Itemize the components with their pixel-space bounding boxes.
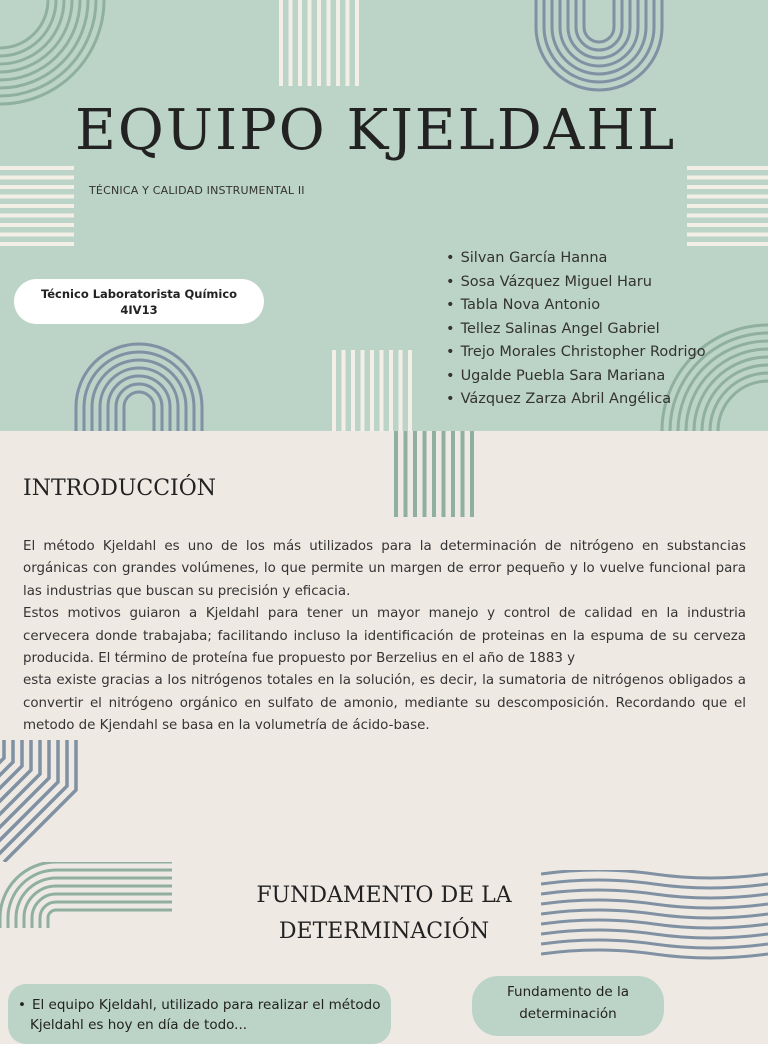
- intro-paragraph: esta existe gracias a los nitrógenos totales en la solución, es decir, la sumatoria de nitrógenos obligados a convertir el nitrógeno orgánico en sulfato de amonio, mediante su descomposición. Recordando que el metodo de Kjendahl se basa en la volumetría de ácido-base.: [23, 673, 746, 734]
- arc-decoration: [0, 862, 172, 928]
- heading-line: FUNDAMENTO DE LA: [256, 883, 512, 908]
- intro-heading: INTRODUCCIÓN: [23, 476, 217, 501]
- stripes-decoration: [0, 166, 74, 248]
- fundamento-tag: [472, 976, 664, 1036]
- page-title: EQUIPO KJELDAHL: [75, 98, 677, 163]
- wave-decoration: [541, 870, 768, 960]
- stripes-decoration: [332, 350, 414, 431]
- subtitle: TÉCNICA Y CALIDAD INSTRUMENTAL II: [89, 184, 305, 197]
- intro-paragraph: Estos motivos guiaron a Kjeldahl para tener un mayor manejo y control de calidad en la industria cervecera donde trabajaba; facilitando incluso la identificación de proteinas en la espuma de su cerveza producida. El término de proteína fue propuesto por Berzelius en el año de 1883 y: [23, 606, 746, 667]
- school-label: [14, 279, 264, 324]
- arc-decoration: [0, 0, 110, 110]
- group-code: 4IV13: [120, 302, 158, 317]
- list-item-continued: Kjeldahl es hoy en día de todo...: [30, 1017, 248, 1033]
- list-item: • Ugalde Puebla Sara Mariana: [446, 365, 706, 389]
- tag-line: determinación: [519, 1006, 617, 1022]
- list-item: • El equipo Kjeldahl, utilizado para realizar el método: [18, 995, 391, 1015]
- bent-lines-decoration: [0, 740, 80, 862]
- fundamento-heading: [214, 878, 554, 950]
- intro-paragraph: El método Kjeldahl es uno de los más utilizados para la determinación de nitrógeno en substancias orgánicas con grandes volúmenes, lo que permite un margen de error pequeño y lo vuelve funcional para las industrias que buscan su precisión y eficacia.: [23, 539, 746, 599]
- heading-line: DETERMINACIÓN: [278, 919, 490, 944]
- fundamento-summary: [8, 984, 391, 1044]
- arch-decoration: [534, 0, 664, 92]
- career-name: Técnico Laboratorista Químico: [40, 286, 238, 301]
- tag-line: Fundamento de la: [506, 984, 630, 1000]
- stripes-decoration: [687, 166, 768, 248]
- member-list: [446, 247, 706, 412]
- stripes-decoration: [279, 0, 361, 86]
- list-item: • Tabla Nova Antonio: [446, 294, 706, 318]
- list-item: • Trejo Morales Christopher Rodrigo: [446, 341, 706, 365]
- arch-decoration: [74, 342, 204, 431]
- stripes-decoration: [394, 431, 476, 517]
- list-item: • Silvan García Hanna: [446, 247, 706, 271]
- list-item: • Sosa Vázquez Miguel Haru: [446, 271, 706, 295]
- intro-body: [23, 536, 746, 738]
- list-item: • Tellez Salinas Angel Gabriel: [446, 318, 706, 342]
- list-item: • Vázquez Zarza Abril Angélica: [446, 388, 706, 412]
- header-section: [0, 0, 768, 431]
